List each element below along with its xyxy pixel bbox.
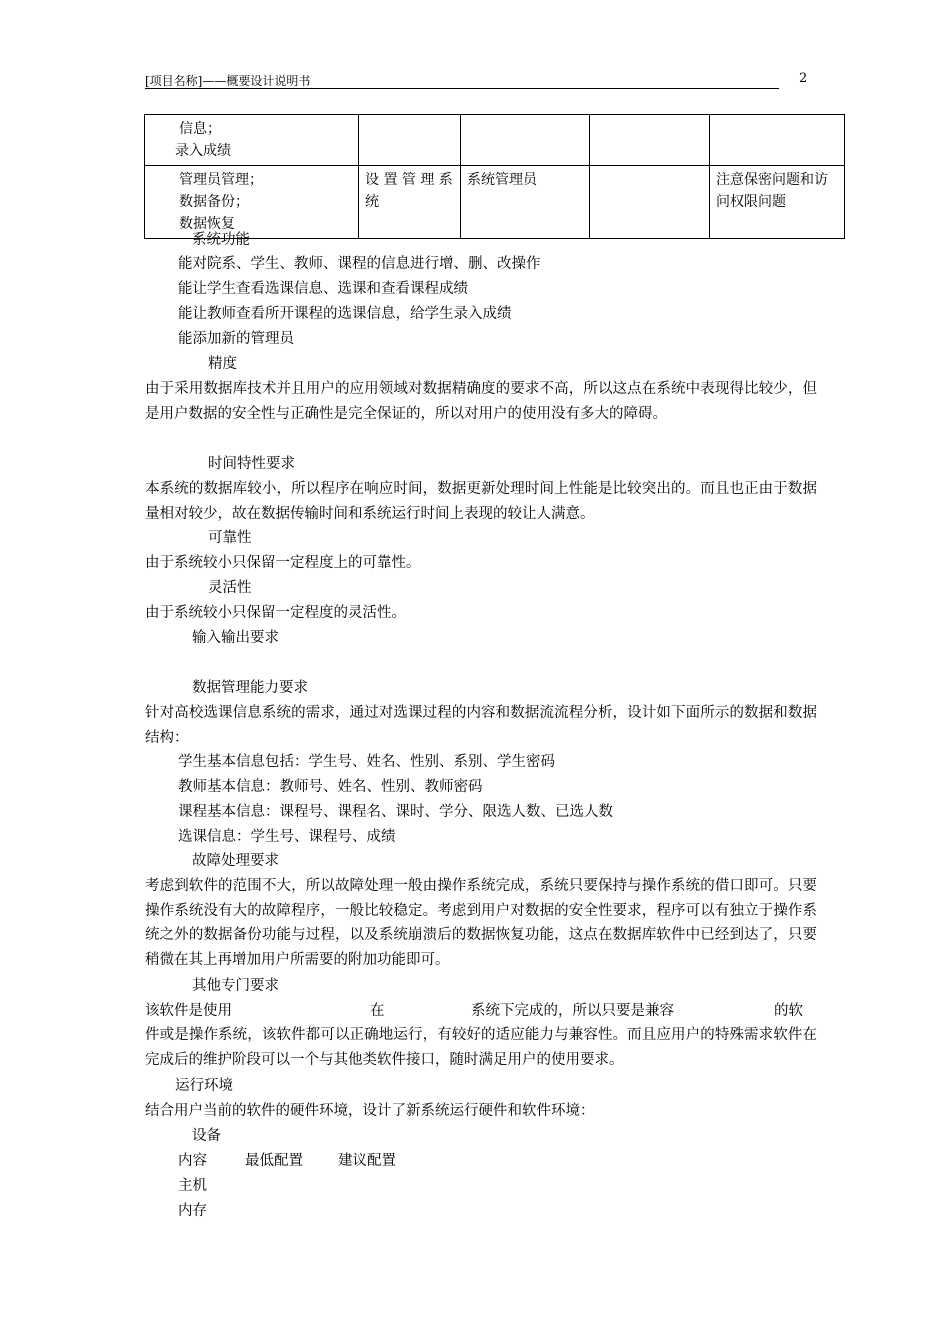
list-item: 课程基本信息：课程号、课程名、课时、学分、限选人数、已选人数 xyxy=(178,804,613,820)
table-cell xyxy=(710,115,845,166)
column-header: 最低配置 xyxy=(245,1153,303,1169)
section-heading: 故障处理要求 xyxy=(192,853,279,869)
paragraph-line: 系统下完成的，所以只要是兼容 xyxy=(471,1003,674,1019)
section-heading: 可靠性 xyxy=(208,530,252,546)
paragraph-line: 的软 xyxy=(774,1003,803,1019)
table-cell xyxy=(590,166,710,239)
table-cell xyxy=(461,115,590,166)
paragraph: 本系统的数据库较小，所以程序在响应时间，数据更新处理时间上性能是比较突出的。而且也正由于数据量相对较少，故在数据传输时间和系统运行时间上表现的较让人满意。 xyxy=(145,481,817,522)
table-cell: 设 置 管 理 系统 xyxy=(359,166,461,239)
section-heading: 系统功能 xyxy=(192,232,250,248)
paragraph: 由于系统较小只保留一定程度的灵活性。 xyxy=(145,605,406,621)
list-item: 能让教师查看所开课程的选课信息，给学生录入成绩 xyxy=(178,306,512,322)
table-cell xyxy=(359,115,461,166)
section-heading: 数据管理能力要求 xyxy=(192,680,308,696)
column-header: 内容 xyxy=(178,1153,207,1169)
paragraph: 考虑到软件的范围不大，所以故障处理一般由操作系统完成，系统只要保持与操作系统的借口即可。只要操作系统没有大的故障程序，一般比较稳定。考虑到用户对数据的安全性要求，程序可以有独立于操作系统之外的数据备份功能与过程，以及系统崩溃后的数据恢复功能，这点在数据库软件中已经到达了，只要稍微在其上再增加用户所需要的附加功能即可。 xyxy=(145,878,817,968)
page-header-title: [项目名称]——概要设计说明书 xyxy=(145,74,311,88)
list-item: 学生基本信息包括：学生号、姓名、性别、系别、学生密码 xyxy=(178,754,555,770)
section-heading: 输入输出要求 xyxy=(192,630,279,646)
subheading: 设备 xyxy=(192,1128,221,1144)
list-item: 能让学生查看选课信息、选课和查看课程成绩 xyxy=(178,281,468,297)
function-table xyxy=(144,114,845,239)
paragraph: 由于系统较小只保留一定程度上的可靠性。 xyxy=(145,555,421,571)
paragraph: 件或是操作系统，该软件都可以正确地运行，有较好的适应能力与兼容性。而且应用户的特殊需求软件在完成后的维护阶段可以一个与其他类软件接口，随时满足用户的使用要求。 xyxy=(145,1027,817,1068)
paragraph: 由于采用数据库技术并且用户的应用领域对数据精确度的要求不高，所以这点在系统中表现得比较少，但是用户数据的安全性与正确性是完全保证的，所以对用户的使用没有多大的障碍。 xyxy=(145,381,817,422)
list-item: 选课信息：学生号、课程号、成绩 xyxy=(178,829,396,845)
paragraph-line: 在 xyxy=(370,1003,385,1019)
table-cell: 信息； 录入成绩 xyxy=(145,115,359,166)
list-item: 能添加新的管理员 xyxy=(178,331,294,347)
paragraph: 针对高校选课信息系统的需求，通过对选课过程的内容和数据流流程分析，设计如下面所示的数据和数据结构： xyxy=(145,705,817,746)
table-row xyxy=(145,166,845,239)
column-header: 建议配置 xyxy=(338,1153,396,1169)
paragraph-line: 该软件是使用 xyxy=(145,1003,232,1019)
section-heading: 时间特性要求 xyxy=(208,456,295,472)
table-row xyxy=(145,115,845,166)
section-heading: 灵活性 xyxy=(208,580,252,596)
list-item: 能对院系、学生、教师、课程的信息进行增、删、改操作 xyxy=(178,256,541,272)
table-cell: 系统管理员 xyxy=(461,166,590,239)
section-heading: 精度 xyxy=(208,356,237,372)
list-item: 教师基本信息：教师号、姓名、性别、教师密码 xyxy=(178,779,483,795)
paragraph: 结合用户当前的软件的硬件环境，设计了新系统运行硬件和软件环境： xyxy=(145,1103,595,1119)
table-cell: 注意保密问题和访问权限问题 xyxy=(710,166,845,239)
section-heading: 其他专门要求 xyxy=(192,978,279,994)
header-rule xyxy=(145,88,779,89)
section-heading: 运行环境 xyxy=(175,1078,233,1094)
row-label: 主机 xyxy=(178,1178,207,1194)
page-number: 2 xyxy=(799,71,808,86)
table-cell: 管理员管理； 数据备份； 数据恢复 xyxy=(145,166,359,239)
row-label: 内存 xyxy=(178,1203,207,1219)
table-cell xyxy=(590,115,710,166)
